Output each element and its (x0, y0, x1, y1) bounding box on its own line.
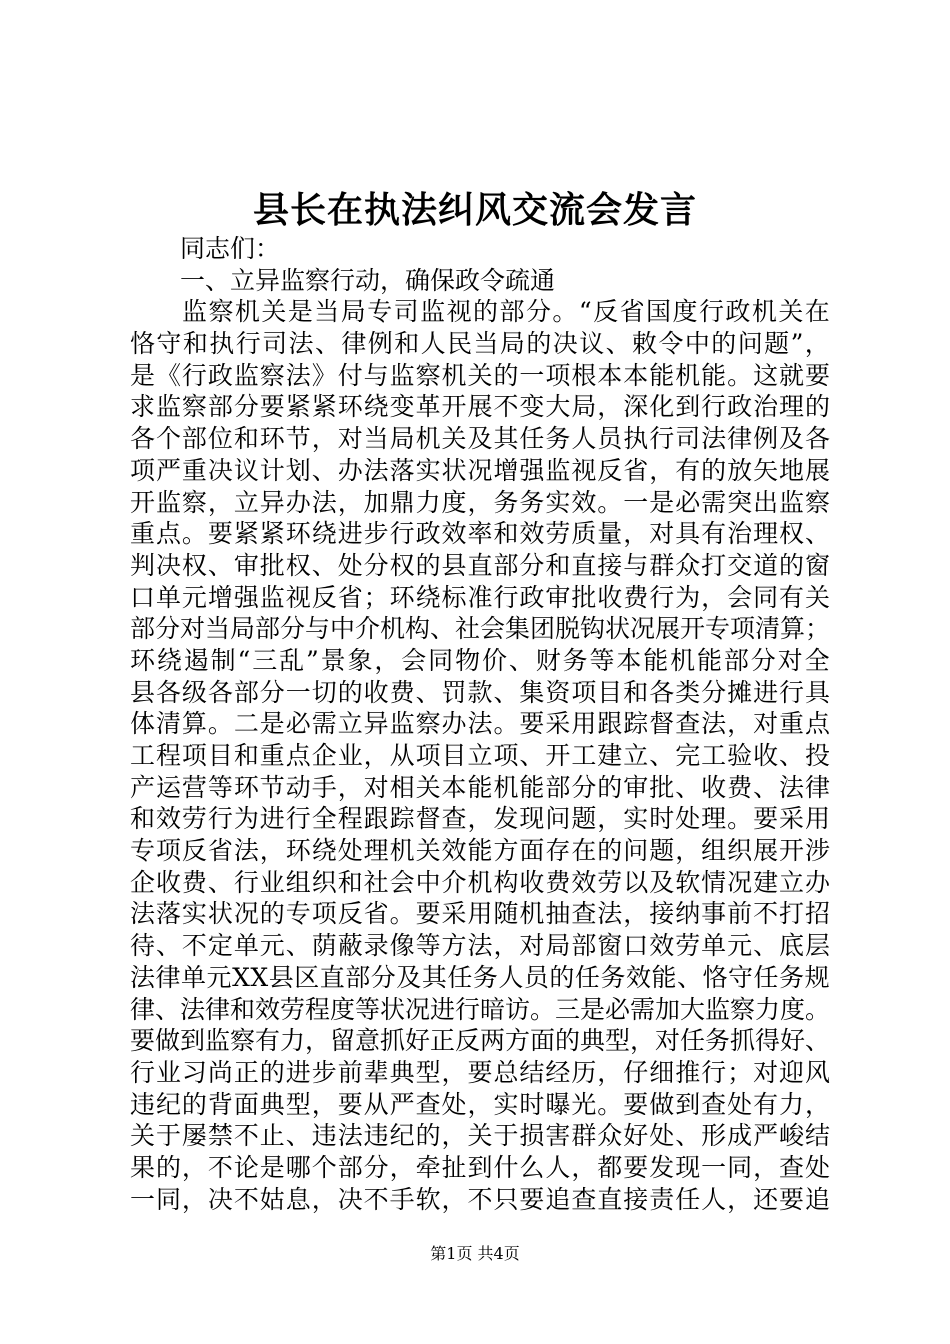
paragraph-line: 体清算。二是必需立异监察办法。要采用跟踪督查法，对重点 (130, 709, 831, 739)
page-number: 第1页 共4页 (430, 1244, 520, 1263)
paragraph-line: 法律单元XX县区直部分及其任务人员的任务效能、恪守任务规 (130, 962, 831, 992)
paragraph-line: 法落实状况的专项反省。要采用随机抽查法，接纳事前不打招 (130, 899, 831, 929)
paragraph-line: 口单元增强监视反省；环绕标准行政审批收费行为，会同有关 (130, 582, 831, 612)
paragraph-line: 果的，不论是哪个部分，牵扯到什么人，都要发现一同，查处 (130, 1152, 831, 1182)
section-heading: 一、立异监察行动，确保政令疏通 (180, 265, 556, 295)
paragraph-line: 开监察，立异办法，加鼎力度，务务实效。一是必需突出监察 (130, 487, 831, 517)
paragraph-line: 判决权、审批权、处分权的县直部分和直接与群众打交道的窗 (130, 550, 831, 580)
paragraph-line: 和效劳行为进行全程跟踪督查，发现问题，实时处理。要采用 (130, 804, 831, 834)
paragraph-line: 工程项目和重点企业，从项目立项、开工建立、完工验收、投 (130, 741, 831, 770)
document-title: 县长在执法纠风交流会发言 (252, 189, 697, 231)
paragraph-line: 企收费、行业组织和社会中介机构收费效劳以及软情况建立办 (130, 867, 831, 897)
paragraph-line: 产运营等环节动手，对相关本能机能部分的审批、收费、法律 (130, 772, 831, 802)
paragraph-line: 各个部位和环节，对当局机关及其任务人员执行司法律例及各 (130, 424, 831, 454)
paragraph-line: 专项反省法，环绕处理机关效能方面存在的问题，组织展开涉 (130, 836, 831, 866)
paragraph-line: 违纪的背面典型，要从严查处，实时曝光。要做到查处有力， (130, 1089, 831, 1119)
document-body (130, 233, 830, 1215)
paragraph-line: 县各级各部分一切的收费、罚款、集资项目和各类分摊进行具 (130, 677, 831, 707)
paragraph-line: 恪守和执行司法、律例和人民当局的决议、敕令中的问题”， (130, 329, 832, 359)
paragraph (130, 296, 830, 1215)
paragraph-line: 待、不定单元、荫蔽录像等方法，对局部窗口效劳单元、底层 (130, 931, 831, 961)
paragraph-line: 律、法律和效劳程度等状况进行暗访。三是必需加大监察力度。 (130, 994, 831, 1024)
paragraph-line: 是《行政监察法》付与监察机关的一项根本本能机能。这就要 (130, 360, 831, 390)
paragraph-line: 行业习尚正的进步前辈典型，要总结经历，仔细推行；对迎风 (130, 1057, 831, 1087)
paragraph-line: 部分对当局部分与中介机构、社会集团脱钩状况展开专项清算； (130, 614, 831, 644)
salutation: 同志们： (180, 234, 281, 263)
paragraph-line: 求监察部分要紧紧环绕变革开展不变大局，深化到行政治理的 (130, 392, 831, 422)
paragraph-line: 关于屡禁不止、违法违纪的，关于损害群众好处、形成严峻结 (130, 1121, 831, 1151)
paragraph-line: 环绕遏制“三乱”景象，会同物价、财务等本能机能部分对全 (130, 645, 832, 675)
paragraph-line: 重点。要紧紧环绕进步行政效率和效劳质量，对具有治理权、 (130, 519, 831, 549)
paragraph-line: 监察机关是当局专司监视的部分。“反省国度行政机关在 (182, 297, 832, 327)
paragraph-line: 一同，决不姑息，决不手软，不只要追查直接责任人，还要追 (130, 1184, 831, 1214)
paragraph-line: 项严重决议计划、办法落实状况增强监视反省，有的放矢地展 (130, 455, 831, 485)
paragraph-line: 要做到监察有力，留意抓好正反两方面的典型，对任务抓得好、 (130, 1026, 831, 1056)
